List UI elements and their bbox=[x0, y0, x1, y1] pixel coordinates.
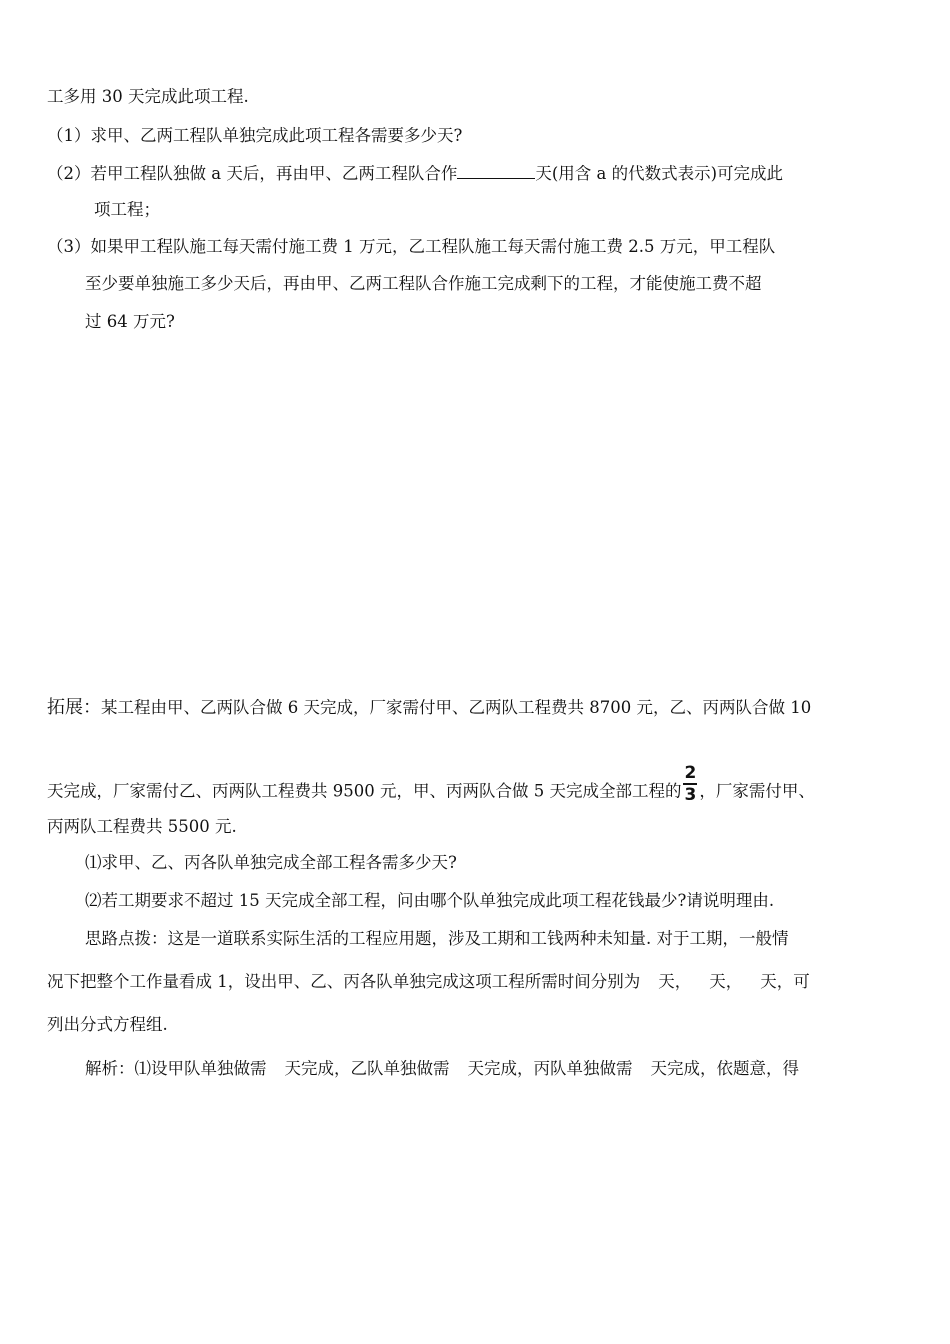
extension-paragraph-3: 丙两队工程费共 5500 元. bbox=[47, 817, 237, 836]
sub-question-1: ⑴求甲、乙、丙各队单独完成全部工程各需多少天? bbox=[85, 853, 457, 872]
solution-text-c: 天完成，丙队单独做需 bbox=[467, 1059, 633, 1078]
solution-text-a: 解析：⑴设甲队单独做需 bbox=[85, 1059, 267, 1078]
extension-text-1: 某工程由甲、乙两队合做 6 天完成，厂家需付甲、乙两队工程费共 8700 元，乙、丙两队合做 10 bbox=[101, 698, 812, 717]
fraction-two-thirds bbox=[683, 764, 697, 804]
question-2-continuation: 项工程； bbox=[94, 200, 160, 219]
hint-line-2 bbox=[47, 971, 810, 993]
extension-paragraph-1 bbox=[47, 697, 811, 719]
question-3-line-2: 至少要单独施工多少天后，再由甲、乙两工程队合作施工完成剩下的工程，才能使施工费不超 bbox=[85, 274, 762, 293]
text-line-continuation: 工多用 30 天完成此项工程. bbox=[47, 87, 249, 106]
fraction-numerator: 2 bbox=[684, 763, 697, 783]
question-1: （1）求甲、乙两工程队单独完成此项工程各需要多少天? bbox=[47, 126, 463, 145]
question-2 bbox=[47, 162, 783, 185]
extension-paragraph-2 bbox=[47, 763, 815, 812]
hint-day-3: 天，可 bbox=[760, 972, 810, 991]
question-2-text-b: 天(用含 a 的代数式表示)可完成此 bbox=[535, 164, 784, 183]
solution-line-1 bbox=[85, 1058, 799, 1080]
fraction-denominator: 3 bbox=[684, 785, 697, 805]
question-2-text-a: （2）若甲工程队独做 a 天后，再由甲、乙两工程队合作 bbox=[47, 164, 458, 183]
extension-text-2a: 天完成，厂家需付乙、丙两队工程费共 9500 元，甲、丙两队合做 5 天完成全部工程的 bbox=[47, 781, 682, 801]
hint-day-2: 天， bbox=[709, 972, 743, 991]
hint-line-3: 列出分式方程组. bbox=[47, 1015, 168, 1034]
hint-text-2a: 况下把整个工作量看成 1，设出甲、乙、丙各队单独完成这项工程所需时间分别为 bbox=[47, 972, 641, 991]
question-3: （3）如果甲工程队施工每天需付施工费 1 万元，乙工程队施工每天需付施工费 2.5 万元，甲工程队 bbox=[47, 237, 776, 256]
extension-label: 拓展： bbox=[47, 697, 101, 718]
solution-text-b: 天完成，乙队单独做需 bbox=[284, 1059, 450, 1078]
extension-text-2b: ，厂家需付甲、 bbox=[699, 781, 815, 801]
solution-text-d: 天完成，依题意，得 bbox=[650, 1059, 799, 1078]
answer-blank bbox=[457, 162, 535, 179]
sub-question-2: ⑵若工期要求不超过 15 天完成全部工程，问由哪个队单独完成此项工程花钱最少?请说明理由. bbox=[85, 891, 775, 910]
question-3-line-3: 过 64 万元? bbox=[85, 312, 175, 331]
hint-line-1: 思路点拨：这是一道联系实际生活的工程应用题，涉及工期和工钱两种未知量. 对于工期，一般情 bbox=[85, 929, 789, 948]
hint-day-1: 天， bbox=[658, 972, 692, 991]
